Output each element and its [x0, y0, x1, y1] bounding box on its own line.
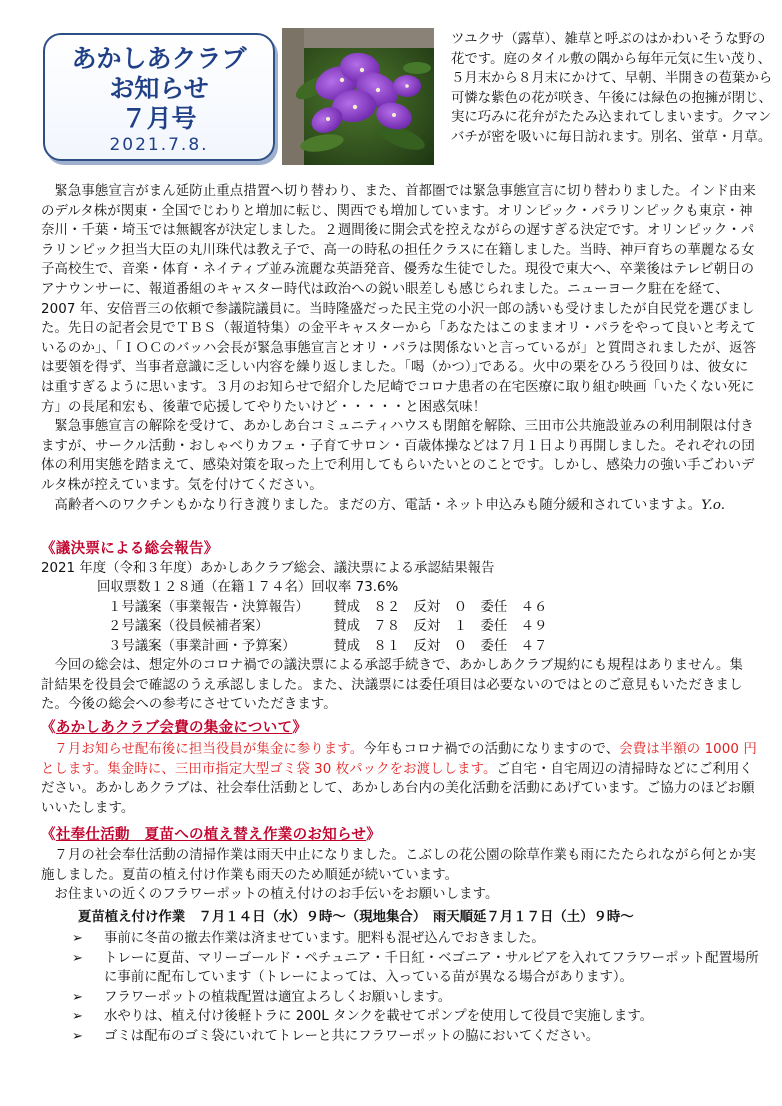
- vote-note-text: 今回の総会は、想定外のコロナ禍での議決票による承認手続きで、あかしあクラブ規約にも規程はありません。集計結果を役員会で確認のうえ承認しました。また、決議票には委任項目は必要ないのではとのご意見もいただきました。今後の総会への参考にさせていただきます。: [41, 658, 743, 713]
- fee-body: [41, 740, 757, 818]
- instruction-text: 事前に冬苗の撤去作業は済ませています。肥料も混ぜ込んでおきました。: [104, 931, 545, 946]
- service-heading-open: 《: [41, 827, 56, 843]
- instruction-item: [70, 988, 760, 1008]
- instruction-item: [70, 949, 760, 988]
- issue-month: ７月号: [121, 104, 197, 133]
- article-paragraph-3-text: 高齢者へのワクチンもかなり行き渡りました。まだの方、電話・ネット申込みも随分緩和されていますよ。: [54, 497, 702, 513]
- instruction-item: [70, 1027, 760, 1047]
- instruction-text: フラワーポットの植栽配置は適宜よろしくお願いします。: [104, 989, 452, 1005]
- service-body: [41, 846, 757, 905]
- vote-summary: 回収票数１２８通（在籍１７４名）回収率 73.6%: [97, 580, 399, 595]
- intro-paragraph: ツユクサ（露草）、雑草と呼ぶのはかわいそうな野の花です。庭のタイル敷の隅から毎年元気に生い茂り、５月末から８月末にかけて、早朝、半開きの苞葉から可憐な紫色の花が咲き、午後には緑色の抱擁が閉じ、実に巧みに花弁がたたみ込まれてしまいます。クマンバチが密を吸いに毎日訪れます。別名、蛍草・月草。: [451, 32, 773, 145]
- fee-paragraph: [41, 740, 757, 818]
- article-paragraph-2: 緊急事態宣言の解除を受けて、あかしあ台コミュニティハウスも閉館を解除、三田市公共施設並みの利用制限は付きますが、サークル活動・おしゃべりカフェ・子育てサロン・百歳体操などは７月１日より再開しました。それぞれの団体の利用実態を踏まえて、感染対策を取った上で利用してもらいたいとのことです。しかし、感染力の強い手ごわいデルタ株が控えています。気を付けてください。: [41, 419, 755, 493]
- fee-heading-open: 《: [41, 720, 56, 736]
- vote-report-heading: 《議決票による総会報告》: [41, 541, 219, 557]
- club-name: あかしあクラブ: [71, 44, 247, 73]
- arrow-bullet-icon: ➢: [72, 1009, 83, 1025]
- author-signature: Y.o.: [701, 497, 726, 513]
- arrow-bullet-icon: ➢: [72, 989, 83, 1005]
- vote-report-subtitle: 2021 年度（令和３年度）あかしあクラブ総会、議決票による承認結果報告: [41, 561, 495, 576]
- vote-row-2: ２号議案（役員候補者案） 賛成 ７８ 反対 １ 委任 ４９: [108, 619, 548, 634]
- planting-schedule: 夏苗植え付け作業 ７月１４日（水）９時～（現地集合） 雨天順延７月１７日（土）９時～: [78, 910, 634, 925]
- instruction-item: [70, 929, 760, 949]
- fee-heading-text: あかしあクラブ会費の集金について: [55, 720, 293, 736]
- fee-notice-red-1: ７月お知らせ配布後に担当役員が集金に参ります。: [54, 742, 364, 757]
- fee-heading-close: 》: [292, 720, 308, 736]
- fee-notice-red-2: 会費は半額の 1000 円とします。集金時に、三田市指定大型ゴミ袋 30 枚パックをお渡しします。: [41, 742, 757, 777]
- fee-notice-black-2: ご自宅・自宅周辺の清掃時などにご利用ください。あかしあクラブは、社会奉仕活動として、あかしあ台内の美化活動を活動にあげています。ご協力のほどお願いいたします。: [41, 761, 755, 816]
- article-paragraph-3: [41, 496, 757, 516]
- arrow-bullet-icon: ➢: [72, 1028, 83, 1044]
- service-heading: [41, 823, 381, 844]
- vote-row-3: ３号議案（事業計画・予算案） 賛成 ８１ 反対 ０ 委任 ４７: [108, 639, 548, 654]
- newsletter-title-box: [43, 33, 275, 161]
- instruction-text: トレーに夏苗、マリーゴールド・ペチュニア・千日紅・ベゴニア・サルビアを入れてフラワーポット配置場所に事前に配布しています（トレーによっては、入っている苗が異なる場合があります）。: [104, 950, 759, 986]
- article-paragraph-1: 緊急事態宣言がまん延防止重点措置へ切り替わり、また、首都圏では緊急事態宣言に切り替わりました。インド由来のデルタ株が関東・全国でじわりと増加に転じ、関西でも増加しています。オリンピック・パラリンピックも東京・神奈川・千葉・埼玉では無観客が決定しました。２週間後に開会式を控えながらの遅すぎる決定です。オリンピック・パラリンピック担当大臣の丸川珠代は教え子で、高一の時私の担任クラスに在籍しました。当時、神戸育ちの華麗なる女子高校生で、音楽・体育・ネイティブ並み流麗な英語発音、優秀な生徒でした。現役で東大へ、卒業後はテレビ朝日のアナウンサーに、報道番組のキャスター時代は政治への鋭い眼差しも感じられました。ニューヨーク駐在を経て、2007 年、安倍晋三の依頼で参議院議員に。当時隆盛だった民主党の小沢一郎の誘いも受けましたが自民党を選びました。先日の記者会見でＴＢＳ（報道特集）の金平キャスターから「あなたはこのままオリ・パラをやって良いと考えているのか」、「ＩＯＣのバッハ会長が緊急事態宣言とオリ・パラは関係ないと言っているが」と質問されましたが、返答は要領を得ず、当事者意識に乏しい内容を繰り返しました。｢喝（かつ）｣である。火中の栗をひろう役回りは、彼女には重すぎるように思います。３月のお知らせで紹介した尼崎でコロナ患者の在宅医療に取り組む映画「いたくない死に方」の長尾和宏も、後輩で応援してやりたいけど・・・・・と困惑気味！: [41, 184, 757, 415]
- vote-row-1: １号議案（事業報告・決算報告） 賛成 ８２ 反対 ０ 委任 ４６: [108, 600, 548, 615]
- service-heading-text: 社奉仕活動 夏苗への植え替え作業のお知らせ: [55, 827, 367, 843]
- instruction-text: 水やりは、植え付け後軽トラに 200L タンクを載せてポンプを使用して役員で実施します。: [104, 1009, 654, 1025]
- vote-note: [41, 656, 752, 715]
- service-heading-close: 》: [366, 827, 381, 843]
- arrow-bullet-icon: ➢: [72, 950, 83, 966]
- fee-notice-black-1: 今年もコロナ禍での活動になりますので、: [363, 742, 620, 757]
- issue-date: 2021.7.8.: [109, 135, 209, 155]
- service-paragraph-2: お住まいの近くのフラワーポットの植え付けのお手伝いをお願いします。: [54, 887, 499, 903]
- arrow-bullet-icon: ➢: [72, 931, 83, 946]
- instruction-text: ゴミは配布のゴミ袋にいれてトレーと共にフラワーポットの脇においてください。: [104, 1028, 600, 1044]
- tsuyukusa-flower-photo: [282, 28, 434, 165]
- service-paragraph-1: ７月の社会奉仕活動の清掃作業は雨天中止になりました。こぶしの花公園の除草作業も雨にたたられながら何とか実施しました。夏苗の植え付け作業も雨天のため順延が続いています。: [41, 848, 756, 883]
- fee-heading: [41, 716, 307, 737]
- planting-instructions-list: [70, 929, 760, 1047]
- main-article: [41, 182, 757, 515]
- instruction-item: [70, 1007, 760, 1027]
- newsletter-label: お知らせ: [109, 74, 209, 103]
